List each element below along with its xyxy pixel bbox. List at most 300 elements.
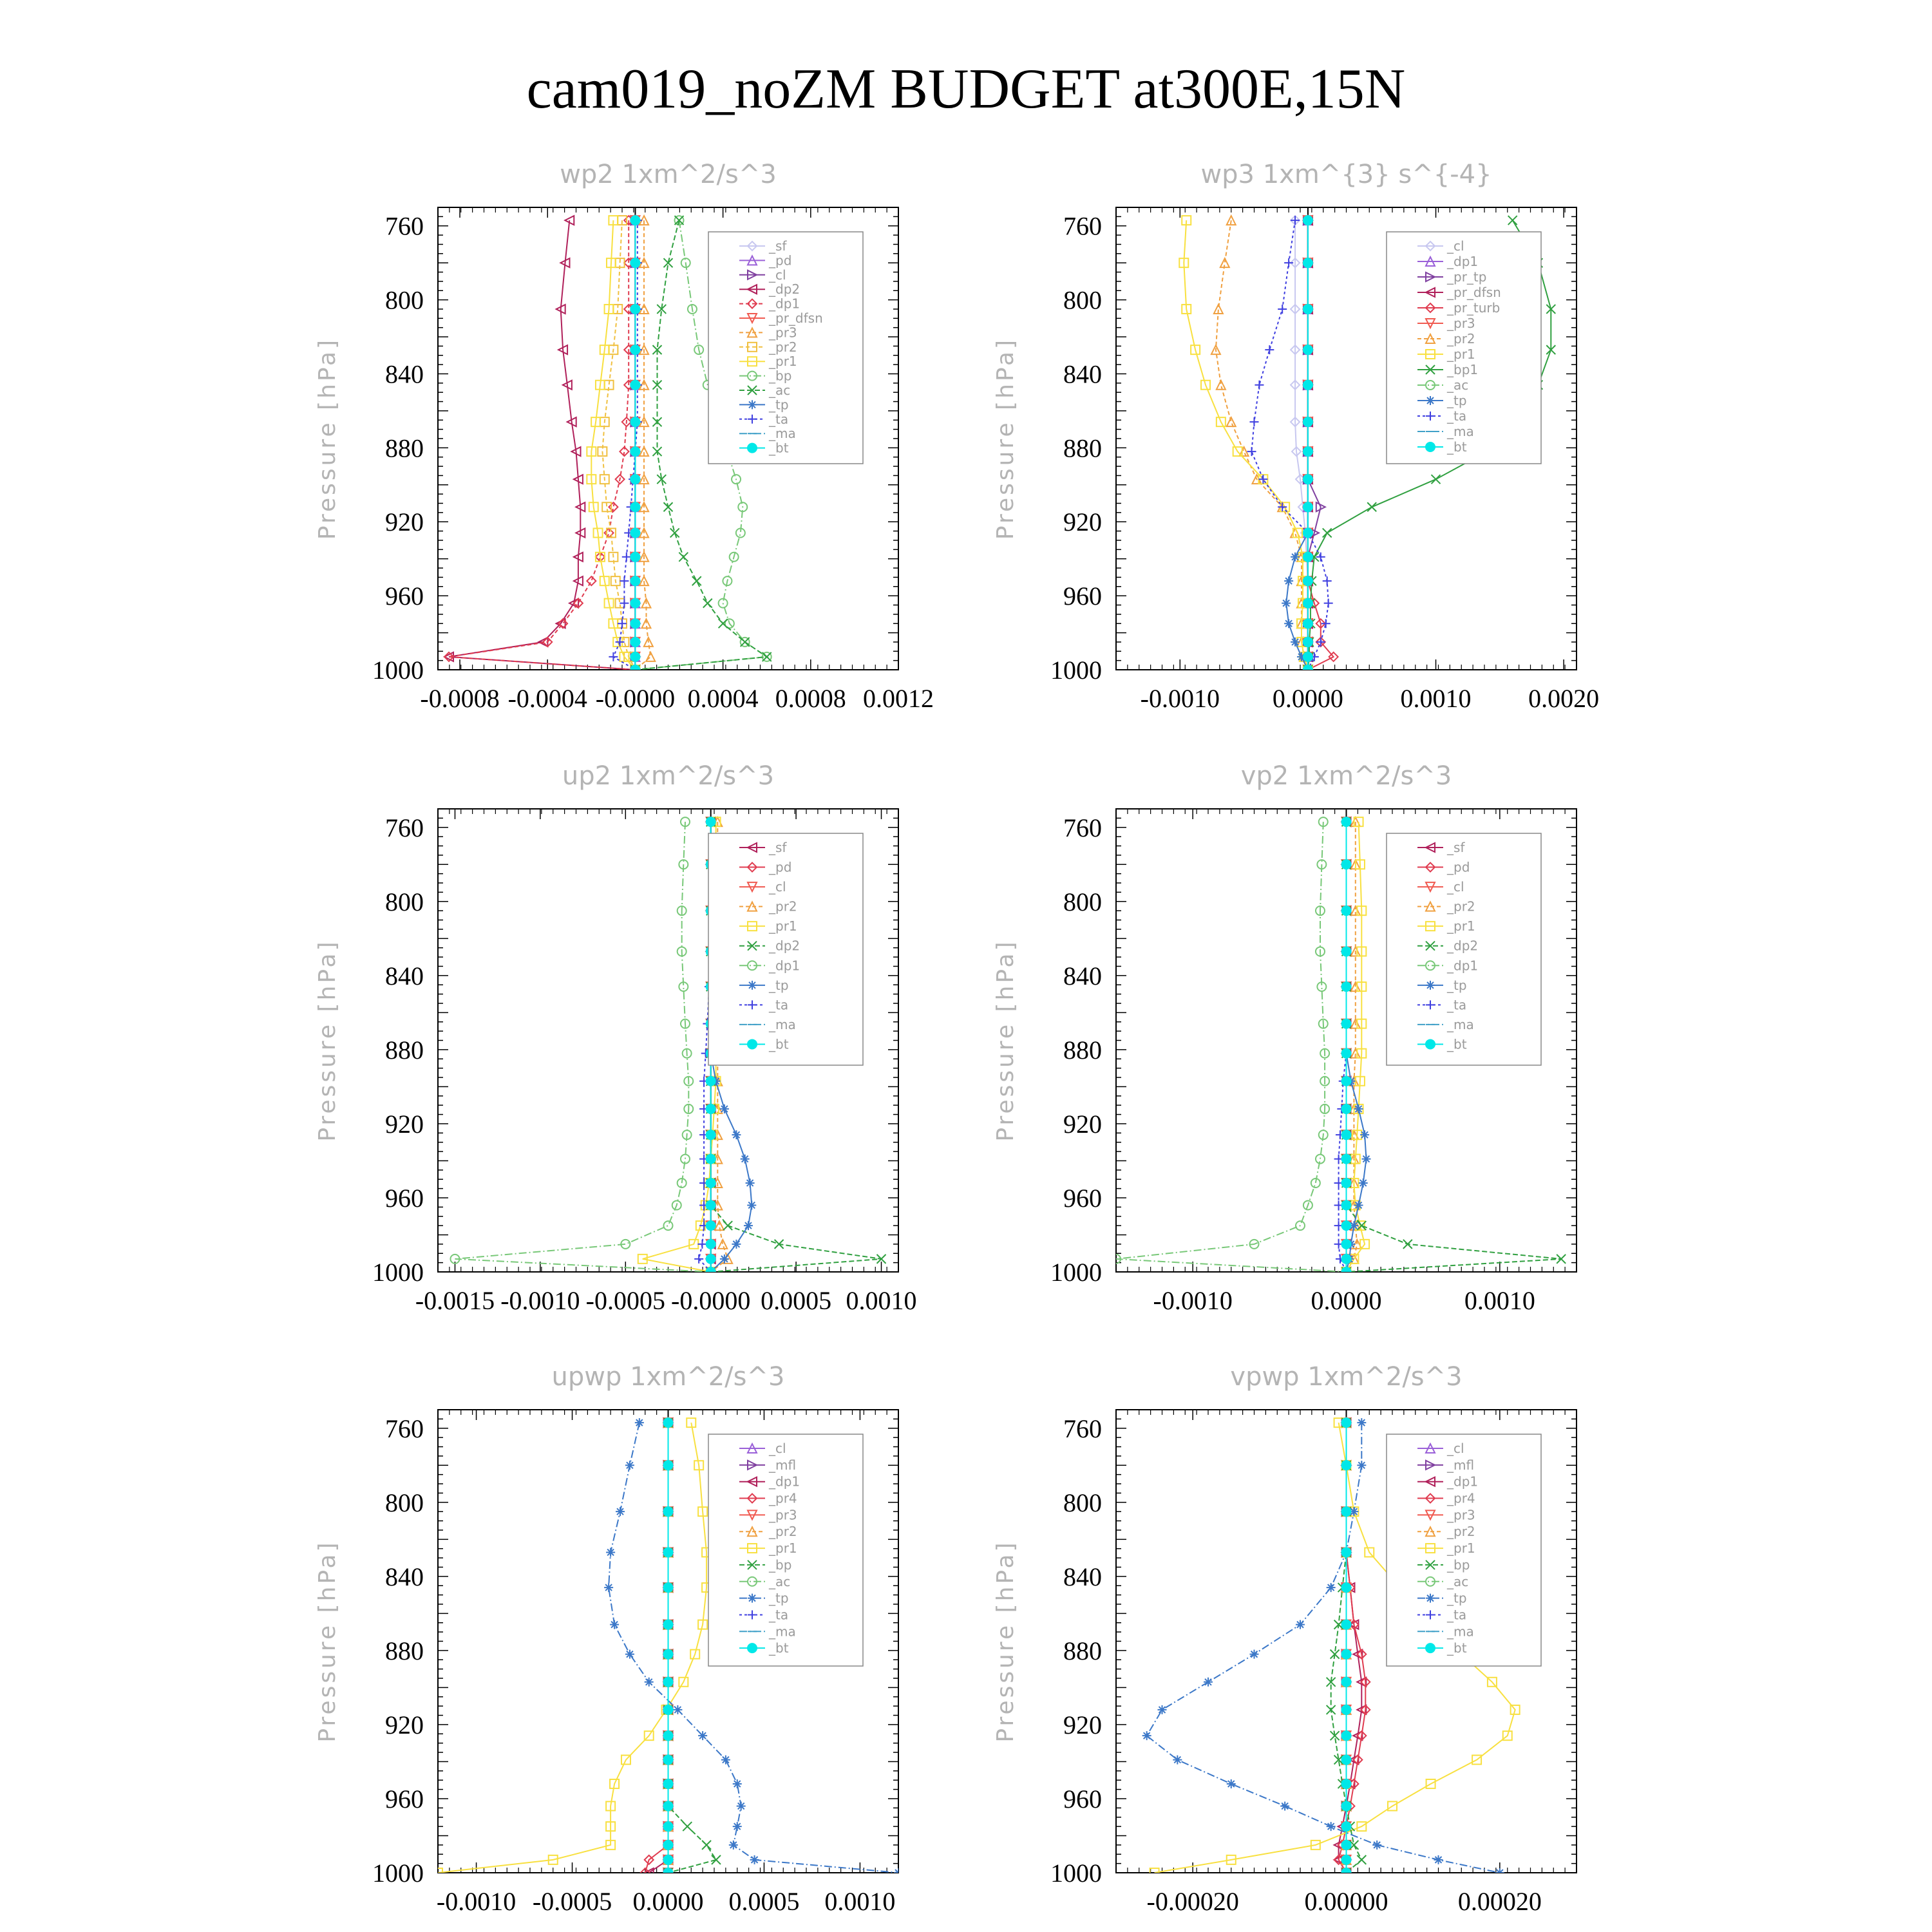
- y-tick-label: 840: [1063, 961, 1102, 990]
- data-point-dp2: [1557, 1255, 1566, 1264]
- data-point-bt: [1303, 381, 1312, 390]
- data-point-bt: [1342, 1756, 1351, 1765]
- data-point-tp: [1359, 1179, 1368, 1188]
- x-tick-label: 0.0004: [687, 684, 759, 713]
- series-line-pr1: [1184, 220, 1308, 670]
- x-tick-label: -0.0004: [507, 684, 587, 713]
- y-tick-label: 760: [385, 211, 424, 241]
- data-point-tp: [1296, 1620, 1305, 1629]
- y-tick-label: 760: [1063, 813, 1102, 842]
- legend: [1387, 232, 1541, 464]
- data-point-tp: [606, 1548, 615, 1557]
- data-point-bt: [1342, 1461, 1351, 1470]
- data-point-bt: [1342, 817, 1351, 826]
- data-point-bt: [1342, 1650, 1351, 1659]
- legend-entry: _pd: [769, 859, 792, 875]
- data-point-ta: [1291, 216, 1300, 225]
- data-point-tp: [1354, 1104, 1363, 1113]
- data-point-tp: [720, 1255, 729, 1264]
- data-point-bt: [1342, 1049, 1351, 1058]
- data-point-bt: [1342, 860, 1351, 869]
- legend-entry: _bt: [769, 440, 789, 456]
- y-tick-label: 920: [385, 1109, 424, 1139]
- data-point-bt: [1303, 553, 1312, 562]
- y-tick-label: 760: [1063, 211, 1102, 241]
- legend-marker: [1426, 981, 1435, 990]
- y-tick-label: 920: [385, 507, 424, 537]
- data-point-bp: [1357, 1855, 1366, 1864]
- data-point-bt: [706, 1221, 715, 1230]
- y-tick-label: 840: [385, 961, 424, 990]
- x-tick-label: 0.0005: [728, 1887, 800, 1916]
- chart-panel-wp2-1xm-2-s-3: [314, 160, 934, 713]
- data-point-tp: [1291, 638, 1300, 647]
- legend-entry: _pr3: [769, 1507, 797, 1523]
- legend-entry: _tp: [769, 977, 789, 993]
- data-point-bt: [630, 447, 639, 456]
- legend-entry: _pd: [1447, 859, 1470, 875]
- data-point-tp: [1173, 1756, 1182, 1765]
- legend-entry: _tp: [1447, 393, 1467, 408]
- data-point-bt: [1303, 258, 1312, 267]
- legend-entry: _ac: [769, 383, 791, 398]
- y-axis-label: Pressure [hPa]: [992, 1540, 1019, 1743]
- series-line-dp2: [449, 220, 635, 670]
- legend-entry: _bt: [1447, 1036, 1467, 1052]
- data-point-bt: [630, 475, 639, 484]
- data-point-bt: [630, 381, 639, 390]
- data-point-bt: [1342, 1267, 1351, 1276]
- data-point-bt: [1342, 1822, 1351, 1831]
- data-point-bt: [1303, 638, 1312, 647]
- data-point-bt: [1303, 665, 1312, 674]
- y-tick-label: 1000: [1050, 1258, 1102, 1287]
- chart-panel-vpwp-1xm-2-s-3: [992, 1362, 1577, 1916]
- legend-entry: _bt: [769, 1640, 789, 1656]
- x-tick-label: -0.0010: [500, 1286, 580, 1315]
- data-point-bt: [1342, 1855, 1351, 1864]
- legend-entry: _cl: [1447, 1441, 1464, 1456]
- data-point-ac: [670, 528, 679, 537]
- legend-entry: _cl: [769, 267, 786, 283]
- data-point-ac: [664, 502, 673, 511]
- x-tick-label: 0.0000: [1311, 1286, 1382, 1315]
- data-point-ac: [679, 553, 688, 562]
- data-point-bt: [1342, 1868, 1351, 1877]
- legend: [1387, 833, 1541, 1065]
- data-point-bt: [1342, 1019, 1351, 1028]
- legend-entry: _ac: [769, 1573, 791, 1589]
- y-tick-label: 1000: [1050, 656, 1102, 685]
- x-tick-label: 0.0008: [775, 684, 846, 713]
- data-point-tp: [1284, 619, 1293, 628]
- data-point-bt: [1342, 1678, 1351, 1687]
- data-point-bp: [702, 1841, 711, 1850]
- legend-entry: _sf: [1447, 840, 1465, 855]
- y-axis-label: Pressure [hPa]: [314, 939, 341, 1142]
- data-point-bp: [1327, 1705, 1336, 1714]
- data-point-bt: [664, 1461, 673, 1470]
- panel-title: vpwp 1xm^2/s^3: [1230, 1362, 1463, 1392]
- legend-entry: _pr3: [769, 325, 797, 341]
- legend-marker: [748, 1594, 757, 1603]
- legend-entry: _pr1: [769, 1540, 797, 1557]
- data-point-bt: [1342, 1418, 1351, 1427]
- data-point-tp: [733, 1822, 742, 1831]
- data-point-tp: [1280, 1801, 1289, 1810]
- legend-marker: [1426, 442, 1435, 451]
- legend-marker: [748, 400, 757, 409]
- data-point-bt: [1342, 1255, 1351, 1264]
- data-point-bt: [1342, 1179, 1351, 1188]
- data-point-bt: [630, 216, 639, 225]
- legend-marker: [1426, 396, 1435, 405]
- data-point-pr2: [1227, 417, 1236, 426]
- data-point-ac: [703, 599, 712, 608]
- data-point-bt: [664, 1583, 673, 1592]
- data-point-bt: [1342, 1583, 1351, 1592]
- data-point-bt: [1342, 1731, 1351, 1740]
- legend-entry: _cl: [769, 1441, 786, 1456]
- data-point-bt: [1303, 528, 1312, 537]
- data-point-tp: [720, 1104, 729, 1113]
- data-point-bt: [706, 1255, 715, 1264]
- legend-entry: _pr2: [769, 1524, 797, 1540]
- data-point-tp: [1372, 1841, 1381, 1850]
- y-tick-label: 880: [385, 1636, 424, 1665]
- legend-entry: _ac: [1447, 1573, 1469, 1589]
- legend-entry: _pr2: [769, 339, 797, 355]
- y-tick-label: 880: [1063, 1636, 1102, 1665]
- legend-entry: _dp1: [769, 958, 800, 974]
- data-point-bt: [706, 1104, 715, 1113]
- data-point-bt: [1342, 1155, 1351, 1164]
- legend-entry: _ma: [1447, 1016, 1474, 1032]
- legend-entry: _ta: [769, 1607, 789, 1623]
- data-point-bt: [630, 345, 639, 354]
- data-point-bt: [664, 1779, 673, 1788]
- data-point-bp: [712, 1855, 721, 1864]
- y-axis-label: Pressure [hPa]: [314, 337, 341, 540]
- data-point-bt: [1303, 502, 1312, 511]
- data-point-bt: [1342, 1841, 1351, 1850]
- y-tick-label: 800: [1063, 1488, 1102, 1517]
- data-point-dp2: [1403, 1240, 1412, 1249]
- data-point-bt: [630, 638, 639, 647]
- data-point-bt: [630, 258, 639, 267]
- data-point-bt: [630, 599, 639, 608]
- y-tick-label: 760: [385, 1414, 424, 1443]
- legend-entry: _sf: [769, 238, 787, 254]
- legend-entry: _dp1: [1447, 1473, 1479, 1490]
- data-point-tp: [1361, 1155, 1370, 1164]
- page-title: cam019_noZM BUDGET at300E,15N: [526, 58, 1406, 120]
- legend-entry: _dp2: [1447, 938, 1479, 954]
- series-line-dp1: [449, 220, 635, 670]
- y-tick-label: 960: [1063, 1784, 1102, 1814]
- data-point-tp: [635, 1418, 644, 1427]
- data-point-tp: [1327, 1583, 1336, 1592]
- legend: [708, 232, 863, 464]
- data-point-bt: [706, 1179, 715, 1188]
- data-point-bt: [706, 1240, 715, 1249]
- data-point-dp2: [723, 1221, 732, 1230]
- legend-entry: _ma: [1447, 424, 1474, 439]
- data-point-bt: [664, 1801, 673, 1810]
- data-point-bt: [1303, 599, 1312, 608]
- legend-entry: _tp: [769, 1590, 789, 1606]
- data-point-bt: [630, 652, 639, 661]
- y-tick-label: 880: [1063, 433, 1102, 463]
- data-point-tp: [741, 1155, 750, 1164]
- x-tick-label: -0.00020: [1146, 1887, 1239, 1916]
- data-point-ac: [692, 576, 701, 585]
- y-tick-label: 840: [1063, 359, 1102, 389]
- legend-marker: [748, 1039, 757, 1048]
- data-point-bt: [1303, 417, 1312, 426]
- data-point-bt: [630, 502, 639, 511]
- legend-entry: _dp1: [769, 1473, 800, 1490]
- legend-marker: [1426, 1039, 1435, 1048]
- data-point-tp: [744, 1221, 753, 1230]
- x-tick-label: 0.0010: [846, 1286, 917, 1315]
- legend: [708, 833, 863, 1065]
- data-point-bt: [1342, 947, 1351, 956]
- data-point-bt: [1342, 1130, 1351, 1139]
- legend: [708, 1434, 863, 1666]
- x-tick-label: 0.0010: [824, 1887, 896, 1916]
- data-point-bt: [664, 1841, 673, 1850]
- data-point-tp: [1327, 1822, 1336, 1831]
- y-tick-label: 1000: [1050, 1859, 1102, 1888]
- y-tick-label: 760: [1063, 1414, 1102, 1443]
- x-tick-label: 0.00020: [1457, 1887, 1542, 1916]
- y-tick-label: 920: [1063, 1710, 1102, 1739]
- legend-entry: _bp: [1447, 1557, 1470, 1573]
- legend-entry: _ta: [1447, 1607, 1467, 1623]
- y-tick-label: 960: [1063, 1183, 1102, 1213]
- data-point-ta: [620, 599, 629, 608]
- legend-entry: _bp: [769, 1557, 792, 1573]
- data-point-bt: [1303, 305, 1312, 314]
- series-line-ta: [1252, 220, 1329, 670]
- data-point-bt: [630, 305, 639, 314]
- data-point-bt: [630, 528, 639, 537]
- y-tick-label: 1000: [372, 1859, 424, 1888]
- legend-entry: _ac: [1447, 377, 1469, 393]
- panel-title: upwp 1xm^2/s^3: [551, 1362, 785, 1392]
- y-tick-label: 840: [385, 1562, 424, 1591]
- data-point-tp: [733, 1779, 742, 1788]
- data-point-tp: [673, 1705, 682, 1714]
- x-tick-label: 0.0000: [1272, 684, 1343, 713]
- legend-marker: [1426, 1594, 1435, 1603]
- legend-entry: _ta: [1447, 997, 1467, 1013]
- data-point-bp: [683, 1822, 692, 1831]
- data-point-ta: [694, 1255, 703, 1264]
- data-point-bt: [1342, 1200, 1351, 1209]
- data-point-bt: [664, 1507, 673, 1516]
- data-point-bt: [1342, 1779, 1351, 1788]
- legend-entry: _pr4: [769, 1490, 797, 1506]
- data-point-tp: [732, 1130, 741, 1139]
- x-tick-label: 0.0010: [1464, 1286, 1535, 1315]
- data-point-bt: [664, 1620, 673, 1629]
- data-point-bt: [1342, 1705, 1351, 1714]
- x-tick-label: 0.0012: [863, 684, 934, 713]
- data-point-tp: [721, 1756, 730, 1765]
- legend-marker: [748, 981, 757, 990]
- data-point-bp1: [1323, 528, 1332, 537]
- legend-entry: _pr_dfsn: [1447, 285, 1501, 300]
- data-point-bt: [1303, 216, 1312, 225]
- data-point-tp: [1282, 599, 1291, 608]
- y-tick-label: 840: [385, 359, 424, 389]
- data-point-pr2: [718, 1240, 727, 1249]
- y-tick-label: 800: [1063, 887, 1102, 916]
- data-point-bt: [706, 1267, 715, 1276]
- x-tick-label: -0.0000: [671, 1286, 751, 1315]
- x-tick-label: -0.0005: [585, 1286, 665, 1315]
- data-point-bt: [1342, 1548, 1351, 1557]
- data-point-tp: [1142, 1731, 1151, 1740]
- data-point-tp: [1357, 1461, 1366, 1470]
- data-point-tp: [1495, 1868, 1504, 1877]
- data-point-dp1: [664, 1221, 673, 1230]
- legend-entry: _pr3: [1447, 1507, 1475, 1523]
- legend-entry: _pr2: [1447, 331, 1475, 346]
- data-point-ta: [620, 576, 629, 585]
- data-point-bt: [664, 1731, 673, 1740]
- legend-entry: _cl: [1447, 879, 1464, 895]
- legend-marker: [748, 1643, 757, 1653]
- data-point-ta: [618, 619, 627, 628]
- data-point-pr2: [1217, 381, 1226, 390]
- x-tick-label: -0.0010: [436, 1887, 516, 1916]
- legend-entry: _ma: [769, 1016, 796, 1032]
- data-point-bt: [1342, 1801, 1351, 1810]
- data-point-ta: [1265, 345, 1274, 354]
- legend-entry: _pd: [769, 252, 792, 269]
- legend-entry: _dp2: [769, 281, 800, 298]
- data-point-bt: [630, 576, 639, 585]
- data-point-bt: [630, 553, 639, 562]
- panel-title: up2 1xm^2/s^3: [562, 761, 775, 791]
- data-point-tp: [610, 1620, 619, 1629]
- data-point-bt: [664, 1548, 673, 1557]
- y-tick-label: 960: [385, 582, 424, 611]
- data-point-bt: [1342, 906, 1351, 915]
- y-tick-label: 920: [1063, 507, 1102, 537]
- legend-entry: _pr1: [1447, 1540, 1475, 1557]
- legend-entry: _tp: [769, 397, 789, 413]
- data-point-ta: [1255, 381, 1264, 390]
- panel-title: wp3 1xm^{3} s^{-4}: [1200, 160, 1492, 189]
- x-tick-label: 0.0000: [632, 1887, 704, 1916]
- legend-entry: _bt: [1447, 439, 1467, 455]
- data-point-tp: [750, 1855, 759, 1864]
- panel-title: wp2 1xm^2/s^3: [560, 160, 777, 189]
- data-point-tp: [732, 1240, 741, 1249]
- x-tick-label: -0.0008: [420, 684, 500, 713]
- y-tick-label: 920: [385, 1710, 424, 1739]
- y-tick-label: 800: [385, 1488, 424, 1517]
- data-point-tp: [1434, 1855, 1443, 1864]
- legend-entry: _ta: [769, 411, 789, 427]
- data-point-tp: [1204, 1678, 1213, 1687]
- x-tick-label: -0.0010: [1140, 684, 1220, 713]
- legend-entry: _dp2: [769, 938, 800, 954]
- legend-entry: _bp: [769, 368, 792, 384]
- data-point-ta: [1324, 599, 1333, 608]
- data-point-tp: [1360, 1130, 1369, 1139]
- data-point-ac: [719, 619, 728, 628]
- legend-entry: _pr_dfsn: [769, 310, 823, 326]
- y-tick-label: 840: [1063, 1562, 1102, 1591]
- legend-entry: _mfl: [769, 1457, 797, 1473]
- x-tick-label: 0.0010: [1400, 684, 1472, 713]
- data-point-bt: [664, 1678, 673, 1687]
- data-point-ta: [697, 1240, 706, 1249]
- series-line-pr2: [1216, 220, 1308, 670]
- data-point-tp: [747, 1200, 756, 1209]
- data-point-tp: [645, 1678, 654, 1687]
- legend-entry: _pr3: [1447, 316, 1475, 331]
- data-point-bt: [1342, 1507, 1351, 1516]
- legend: [1387, 1434, 1541, 1666]
- data-point-bt: [1303, 576, 1312, 585]
- data-point-pr3: [646, 652, 655, 661]
- data-point-tp: [1158, 1705, 1167, 1714]
- chart-panel-upwp-1xm-2-s-3: [314, 1362, 903, 1916]
- y-tick-label: 1000: [372, 1258, 424, 1287]
- data-point-tp: [604, 1583, 613, 1592]
- legend-marker: [748, 444, 757, 453]
- legend-entry: _ma: [1447, 1624, 1474, 1640]
- x-tick-label: 0.00000: [1304, 1887, 1388, 1916]
- data-point-bt: [1303, 619, 1312, 628]
- data-point-bt: [706, 1200, 715, 1209]
- legend-entry: _ma: [769, 1624, 796, 1640]
- legend-entry: _pr2: [1447, 898, 1475, 914]
- y-tick-label: 960: [385, 1183, 424, 1213]
- panel-title: vp2 1xm^2/s^3: [1240, 761, 1452, 791]
- data-point-tp: [698, 1731, 707, 1740]
- data-point-bt: [1303, 475, 1312, 484]
- x-tick-label: -0.0000: [595, 684, 676, 713]
- x-tick-label: -0.0010: [1153, 1286, 1233, 1315]
- data-point-tp: [737, 1801, 746, 1810]
- data-point-tp: [1357, 1418, 1366, 1427]
- y-tick-label: 880: [1063, 1035, 1102, 1065]
- data-point-bt: [1342, 1620, 1351, 1629]
- legend-entry: _bt: [1447, 1640, 1467, 1656]
- y-tick-label: 880: [385, 1035, 424, 1065]
- legend-entry: _pr2: [1447, 1524, 1475, 1540]
- data-point-ta: [622, 553, 631, 562]
- data-point-bp1: [1508, 216, 1517, 225]
- y-tick-label: 920: [1063, 1109, 1102, 1139]
- legend-entry: _ta: [1447, 408, 1467, 424]
- data-point-ta: [1278, 305, 1287, 314]
- y-axis-label: Pressure [hPa]: [992, 939, 1019, 1142]
- data-point-dp1: [587, 576, 596, 585]
- data-point-ac: [652, 417, 661, 426]
- data-point-tp: [616, 1507, 625, 1516]
- data-point-bt: [630, 619, 639, 628]
- data-point-bt: [664, 1822, 673, 1831]
- chart-panel-vp2-1xm-2-s-3: [992, 761, 1577, 1315]
